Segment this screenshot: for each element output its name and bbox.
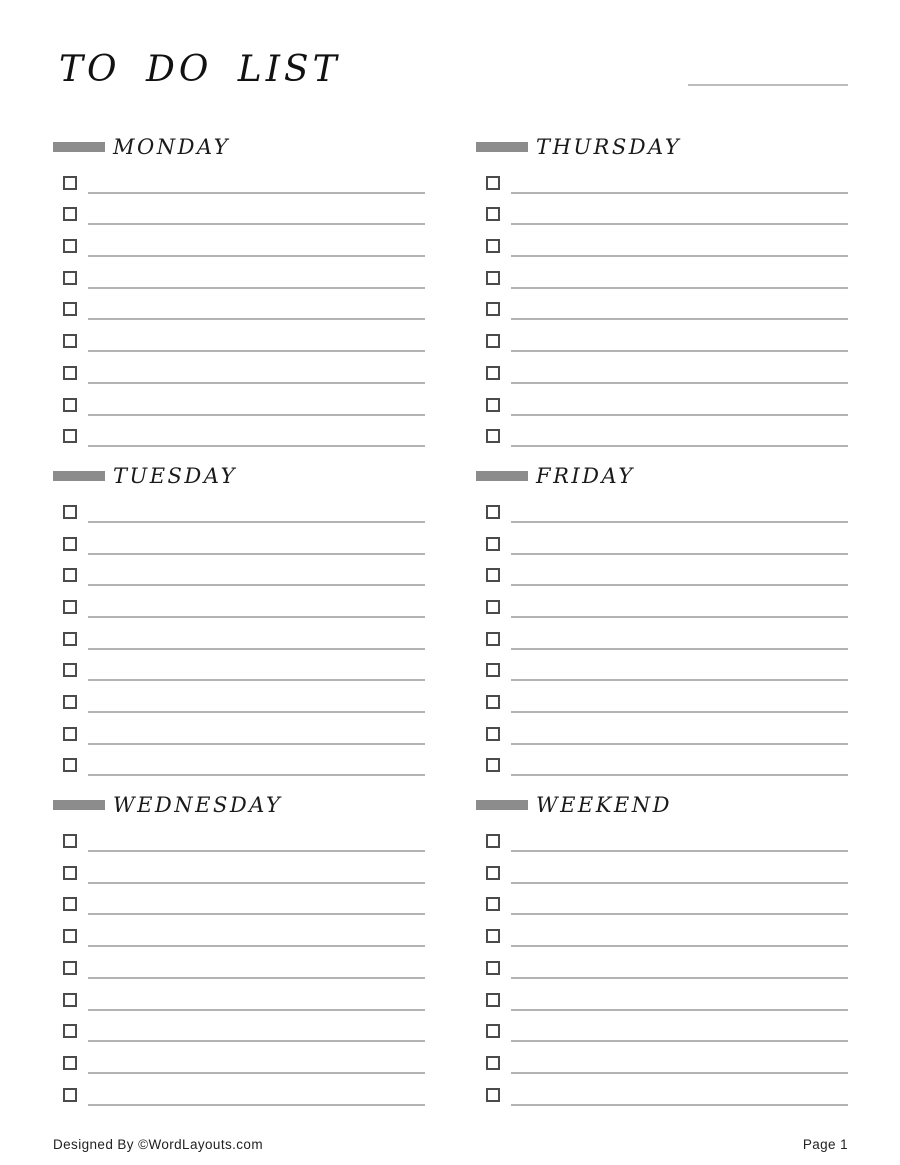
todo-checkbox[interactable] (486, 568, 500, 582)
todo-row (63, 1074, 425, 1106)
todo-checkbox[interactable] (63, 366, 77, 380)
todo-entry-line[interactable] (511, 194, 848, 226)
day-section-monday (53, 134, 425, 447)
todo-checkbox[interactable] (486, 1024, 500, 1038)
todo-checkbox[interactable] (486, 302, 500, 316)
todo-entry-line[interactable] (88, 289, 425, 321)
todo-checkbox[interactable] (63, 1088, 77, 1102)
section-header-label: WEDNESDAY (113, 793, 283, 818)
todo-row (486, 884, 848, 916)
todo-entry-line[interactable] (511, 618, 848, 650)
todo-checkbox[interactable] (63, 897, 77, 911)
todo-checkbox[interactable] (486, 929, 500, 943)
footer-page-number: Page 1 (802, 1137, 848, 1152)
todo-checkbox[interactable] (63, 866, 77, 880)
todo-checkbox[interactable] (63, 568, 77, 582)
todo-row (486, 820, 848, 852)
todo-checkbox[interactable] (63, 302, 77, 316)
todo-row (486, 523, 848, 555)
todo-checkbox[interactable] (486, 271, 500, 285)
todo-checkbox[interactable] (63, 632, 77, 646)
todo-entry-line[interactable] (511, 555, 848, 587)
todo-row (63, 884, 425, 916)
todo-entry-line[interactable] (88, 352, 425, 384)
todo-entry-line[interactable] (88, 225, 425, 257)
page-footer (53, 1137, 848, 1165)
todo-entry-line[interactable] (88, 194, 425, 226)
section-header-label: FRIDAY (536, 464, 635, 489)
footer-credit: Designed By ©WordLayouts.com (53, 1137, 263, 1152)
todo-entry-line[interactable] (88, 162, 425, 194)
todo-checkbox[interactable] (486, 866, 500, 880)
todo-row (63, 745, 425, 777)
todo-checkbox[interactable] (486, 663, 500, 677)
section-header (476, 792, 848, 818)
todo-entry-line[interactable] (88, 681, 425, 713)
todo-row (63, 915, 425, 947)
section-header-label: TUESDAY (113, 464, 237, 489)
todo-row (63, 523, 425, 555)
todo-entry-line[interactable] (88, 416, 425, 448)
section-rows (476, 162, 848, 447)
section-header-label: MONDAY (113, 135, 231, 159)
todo-row (63, 820, 425, 852)
todo-row (63, 225, 425, 257)
todo-row (63, 947, 425, 979)
todo-row (486, 320, 848, 352)
todo-checkbox[interactable] (486, 239, 500, 253)
section-header-label: THURSDAY (536, 135, 682, 159)
todo-checkbox[interactable] (63, 207, 77, 221)
todo-row (486, 225, 848, 257)
todo-checkbox[interactable] (63, 505, 77, 519)
todo-row (63, 194, 425, 226)
todo-entry-line[interactable] (511, 416, 848, 448)
todo-row (486, 852, 848, 884)
section-rows (53, 820, 425, 1105)
section-rows (476, 491, 848, 776)
todo-entry-line[interactable] (88, 979, 425, 1011)
todo-entry-line[interactable] (88, 713, 425, 745)
todo-checkbox[interactable] (63, 398, 77, 412)
todo-checkbox[interactable] (63, 929, 77, 943)
page-title: TO DO LIST (59, 49, 341, 90)
todo-entry-line[interactable] (88, 650, 425, 682)
todo-entry-line[interactable] (511, 650, 848, 682)
section-marker-bar-icon (476, 142, 528, 152)
todo-entry-line[interactable] (511, 225, 848, 257)
todo-row (486, 618, 848, 650)
section-header (53, 134, 425, 160)
section-header (476, 134, 848, 160)
todo-checkbox[interactable] (63, 695, 77, 709)
todo-entry-line[interactable] (511, 745, 848, 777)
todo-entry-line[interactable] (511, 713, 848, 745)
todo-row (63, 352, 425, 384)
todo-entry-line[interactable] (511, 162, 848, 194)
todo-entry-line[interactable] (511, 320, 848, 352)
todo-row (486, 650, 848, 682)
todo-row (63, 320, 425, 352)
todo-row (486, 555, 848, 587)
todo-row (63, 257, 425, 289)
todo-entry-line[interactable] (511, 352, 848, 384)
todo-entry-line[interactable] (511, 915, 848, 947)
todo-row (486, 384, 848, 416)
todo-row (63, 681, 425, 713)
todo-entry-line[interactable] (511, 289, 848, 321)
todo-row (63, 713, 425, 745)
todo-row (486, 979, 848, 1011)
todo-entry-line[interactable] (511, 820, 848, 852)
section-header (53, 792, 425, 818)
todo-row (63, 852, 425, 884)
section-rows (476, 820, 848, 1105)
todo-entry-line[interactable] (88, 523, 425, 555)
todo-entry-line[interactable] (88, 852, 425, 884)
todo-entry-line[interactable] (88, 1074, 425, 1106)
todo-entry-line[interactable] (88, 1011, 425, 1043)
todo-row (63, 384, 425, 416)
todo-checkbox[interactable] (486, 537, 500, 551)
todo-row (486, 1042, 848, 1074)
todo-checkbox[interactable] (63, 600, 77, 614)
todo-entry-line[interactable] (88, 820, 425, 852)
todo-entry-line[interactable] (511, 1042, 848, 1074)
todo-checkbox[interactable] (486, 429, 500, 443)
todo-checkbox[interactable] (486, 727, 500, 741)
todo-checkbox[interactable] (486, 695, 500, 709)
todo-row (486, 586, 848, 618)
todo-checkbox[interactable] (486, 1088, 500, 1102)
todo-entry-line[interactable] (88, 586, 425, 618)
todo-row (63, 555, 425, 587)
todo-checkbox[interactable] (63, 334, 77, 348)
todo-entry-line[interactable] (88, 915, 425, 947)
todo-checkbox[interactable] (486, 758, 500, 772)
sections-grid (53, 134, 848, 1106)
todo-checkbox[interactable] (486, 834, 500, 848)
todo-checkbox[interactable] (63, 176, 77, 190)
section-marker-bar-icon (476, 471, 528, 481)
todo-entry-line[interactable] (511, 1074, 848, 1106)
todo-checkbox[interactable] (486, 897, 500, 911)
todo-checkbox[interactable] (486, 505, 500, 519)
todo-row (486, 1011, 848, 1043)
todo-entry-line[interactable] (511, 947, 848, 979)
todo-row (63, 618, 425, 650)
todo-checkbox[interactable] (486, 961, 500, 975)
todo-entry-line[interactable] (511, 681, 848, 713)
section-header-label: WEEKEND (536, 793, 672, 818)
todo-row (63, 586, 425, 618)
section-marker-bar-icon (53, 142, 105, 152)
todo-checkbox[interactable] (486, 176, 500, 190)
todo-checkbox[interactable] (486, 207, 500, 221)
todo-checkbox[interactable] (63, 1024, 77, 1038)
day-section-friday (476, 463, 848, 776)
todo-checkbox[interactable] (63, 663, 77, 677)
todo-row (486, 915, 848, 947)
todo-checkbox[interactable] (63, 271, 77, 285)
todo-entry-line[interactable] (88, 947, 425, 979)
todo-row (63, 416, 425, 448)
todo-row (63, 979, 425, 1011)
todo-checkbox[interactable] (486, 993, 500, 1007)
todo-checkbox[interactable] (486, 600, 500, 614)
section-rows (53, 491, 425, 776)
todo-checkbox[interactable] (63, 537, 77, 551)
todo-checkbox[interactable] (486, 366, 500, 380)
todo-checkbox[interactable] (63, 727, 77, 741)
todo-checkbox[interactable] (63, 834, 77, 848)
todo-entry-line[interactable] (88, 884, 425, 916)
todo-entry-line[interactable] (511, 979, 848, 1011)
todo-row (486, 947, 848, 979)
todo-row (486, 289, 848, 321)
todo-checkbox[interactable] (486, 398, 500, 412)
todo-row (486, 352, 848, 384)
todo-checkbox[interactable] (486, 334, 500, 348)
todo-checkbox[interactable] (63, 239, 77, 253)
todo-row (486, 681, 848, 713)
todo-row (486, 713, 848, 745)
todo-entry-line[interactable] (511, 384, 848, 416)
todo-row (486, 257, 848, 289)
todo-entry-line[interactable] (88, 618, 425, 650)
todo-entry-line[interactable] (511, 491, 848, 523)
todo-entry-line[interactable] (511, 523, 848, 555)
todo-entry-line[interactable] (88, 745, 425, 777)
day-section-wednesday (53, 792, 425, 1105)
todo-checkbox[interactable] (63, 961, 77, 975)
todo-entry-line[interactable] (511, 586, 848, 618)
todo-row (63, 1042, 425, 1074)
section-header (53, 463, 425, 489)
todo-entry-line[interactable] (88, 320, 425, 352)
todo-row (486, 491, 848, 523)
todo-entry-line[interactable] (511, 257, 848, 289)
date-fill-line[interactable] (688, 84, 848, 86)
todo-row (63, 289, 425, 321)
section-marker-bar-icon (53, 800, 105, 810)
day-section-weekend (476, 792, 848, 1105)
todo-row (63, 650, 425, 682)
todo-row (63, 491, 425, 523)
todo-row (486, 745, 848, 777)
todo-checkbox[interactable] (63, 429, 77, 443)
todo-entry-line[interactable] (88, 384, 425, 416)
todo-entry-line[interactable] (511, 1011, 848, 1043)
todo-checkbox[interactable] (63, 758, 77, 772)
todo-entry-line[interactable] (88, 257, 425, 289)
todo-row (486, 194, 848, 226)
day-section-tuesday (53, 463, 425, 776)
todo-checkbox[interactable] (63, 1056, 77, 1070)
todo-checkbox[interactable] (486, 632, 500, 646)
todo-checkbox[interactable] (63, 993, 77, 1007)
todo-entry-line[interactable] (88, 555, 425, 587)
section-header (476, 463, 848, 489)
section-marker-bar-icon (476, 800, 528, 810)
todo-row (486, 162, 848, 194)
todo-entry-line[interactable] (511, 884, 848, 916)
todo-row (63, 1011, 425, 1043)
day-section-thursday (476, 134, 848, 447)
todo-entry-line[interactable] (88, 491, 425, 523)
todo-checkbox[interactable] (486, 1056, 500, 1070)
section-marker-bar-icon (53, 471, 105, 481)
todo-row (63, 162, 425, 194)
todo-row (486, 416, 848, 448)
todo-entry-line[interactable] (88, 1042, 425, 1074)
todo-row (486, 1074, 848, 1106)
section-rows (53, 162, 425, 447)
title-row (53, 50, 848, 90)
todo-entry-line[interactable] (511, 852, 848, 884)
